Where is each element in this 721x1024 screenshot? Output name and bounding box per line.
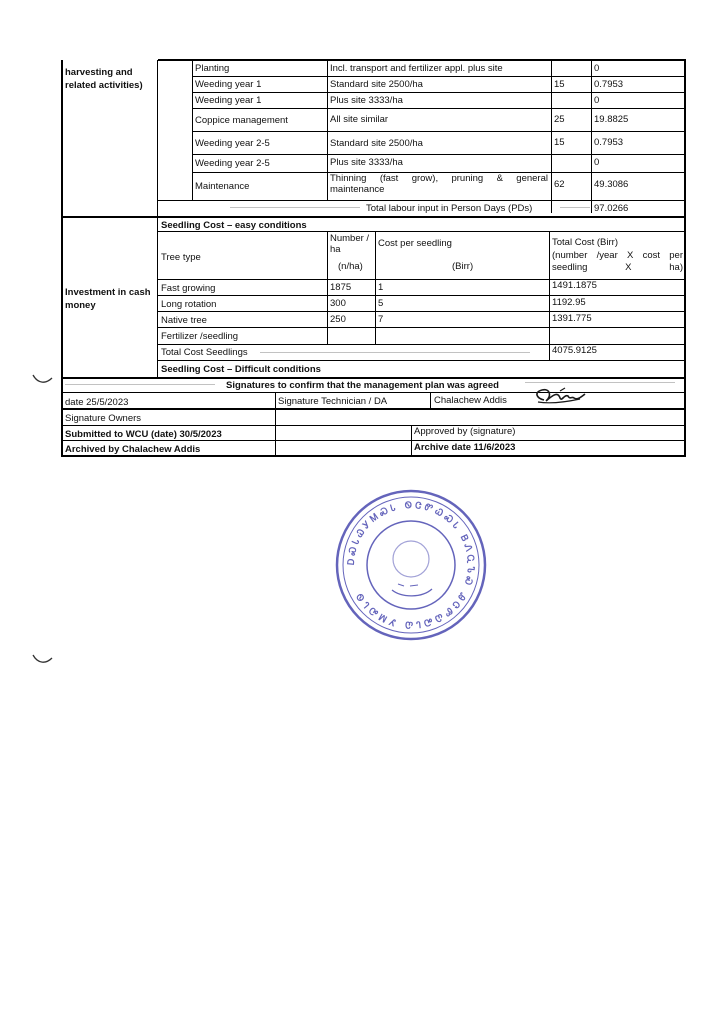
header-total-formula: (number /year X cost per seedling X ha) (552, 250, 683, 273)
header-cost: Cost per seedling (378, 238, 452, 249)
header-tree-type: Tree type (161, 252, 201, 263)
binder-mark-icon (30, 652, 56, 666)
header-total: Total Cost (Birr) (552, 237, 618, 248)
activity-cell: Weeding year 1 (195, 79, 262, 90)
value-cell: 49.3086 (594, 179, 629, 190)
number-cell: 300 (330, 298, 346, 309)
days-cell: 15 (554, 79, 565, 90)
cost-cell: 1 (378, 282, 384, 293)
difficult-conditions-title: Seedling Cost – Difficult conditions (161, 364, 321, 375)
description-cell: Plus site 3333/ha (330, 95, 403, 106)
signatures-title: Signatures to confirm that the management plan was agreed (226, 380, 499, 391)
header-number-unit: (n/ha) (338, 261, 363, 272)
labour-total-label: Total labour input in Person Days (PDs) (366, 203, 533, 214)
header-cost-unit: (Birr) (452, 261, 474, 272)
cost-cell: 7 (378, 314, 384, 325)
submitted-date: Submitted to WCU (date) 30/5/2023 (65, 429, 222, 440)
signature-date: date 25/5/2023 (65, 397, 129, 408)
technician-name: Chalachew Addis (434, 395, 507, 406)
description-cell: Incl. transport and fertilizer appl. plus site (330, 63, 503, 74)
signature-owners-label: Signature Owners (65, 413, 142, 424)
easy-conditions-title: Seedling Cost – easy conditions (161, 220, 307, 231)
activity-cell: Planting (195, 63, 230, 74)
technician-label: Signature Technician / DA (278, 396, 388, 407)
number-cell: 1875 (330, 282, 352, 293)
svg-text:ᎠᏍᏓᏇᎩᎷᏍᏓ ᏫᏣᏛᏇᏍᏓ ᏴᏁᏩᏖᏍ ᎯᏣᏛᏇᏍᏓᏇ: ᎠᏍᏓᏇᎩᎷᏍᏓ ᏫᏣᏛᏇᏍᏓ ᏴᏁᏩᏖᏍ ᎯᏣᏛᏇᏍᏓᏇ ᎩᎷᏍᏓᏫ (346, 500, 476, 630)
value-cell: 19.8825 (594, 114, 629, 125)
activity-cell: Weeding year 2-5 (195, 158, 270, 169)
archived-by: Archived by Chalachew Addis (65, 444, 201, 455)
days-cell: 62 (554, 179, 565, 190)
labour-category-label: harvesting and related activities) (65, 67, 143, 91)
value-cell: 0 (594, 63, 600, 74)
total-cell: 1391.775 (552, 313, 592, 324)
description-cell: Standard site 2500/ha (330, 79, 423, 90)
total-cell: 1192.95 (552, 297, 586, 308)
approved-by: Approved by (signature) (414, 426, 516, 437)
tree-type-cell: Fast growing (161, 283, 216, 294)
tree-type-cell: Fertilizer /seedling (161, 331, 239, 342)
tree-type-cell: Native tree (161, 315, 207, 326)
investment-category-label: Investment in cash money (65, 287, 151, 311)
activity-cell: Weeding year 1 (195, 95, 262, 106)
seedling-total-value: 4075.9125 (552, 345, 597, 356)
seedling-total-label: Total Cost Seedlings (161, 347, 248, 358)
days-cell: 15 (554, 137, 565, 148)
binder-mark-icon (30, 372, 56, 386)
description-cell: Plus site 3333/ha (330, 157, 403, 168)
value-cell: 0.7953 (594, 79, 624, 90)
activity-cell: Maintenance (195, 181, 250, 192)
description-cell: All site similar (330, 114, 389, 125)
tree-type-cell: Long rotation (161, 299, 217, 310)
activity-cell: Weeding year 2-5 (195, 138, 270, 149)
handwritten-signature (530, 386, 590, 410)
value-cell: 0 (594, 157, 600, 168)
archive-date: Archive date 11/6/2023 (414, 442, 516, 453)
value-cell: 0 (594, 95, 600, 106)
header-number: Number / ha (330, 233, 370, 255)
days-cell: 25 (554, 114, 565, 125)
description-cell: Standard site 2500/ha (330, 138, 423, 149)
total-cell: 1491.1875 (552, 280, 597, 291)
labour-total-value: 97.0266 (594, 203, 629, 214)
activity-cell: Coppice management (195, 115, 288, 126)
description-cell: Thinning (fast grow), pruning & general maintenance (330, 173, 548, 195)
cost-cell: 5 (378, 298, 384, 309)
value-cell: 0.7953 (594, 137, 624, 148)
number-cell: 250 (330, 314, 346, 325)
official-stamp (332, 486, 490, 644)
